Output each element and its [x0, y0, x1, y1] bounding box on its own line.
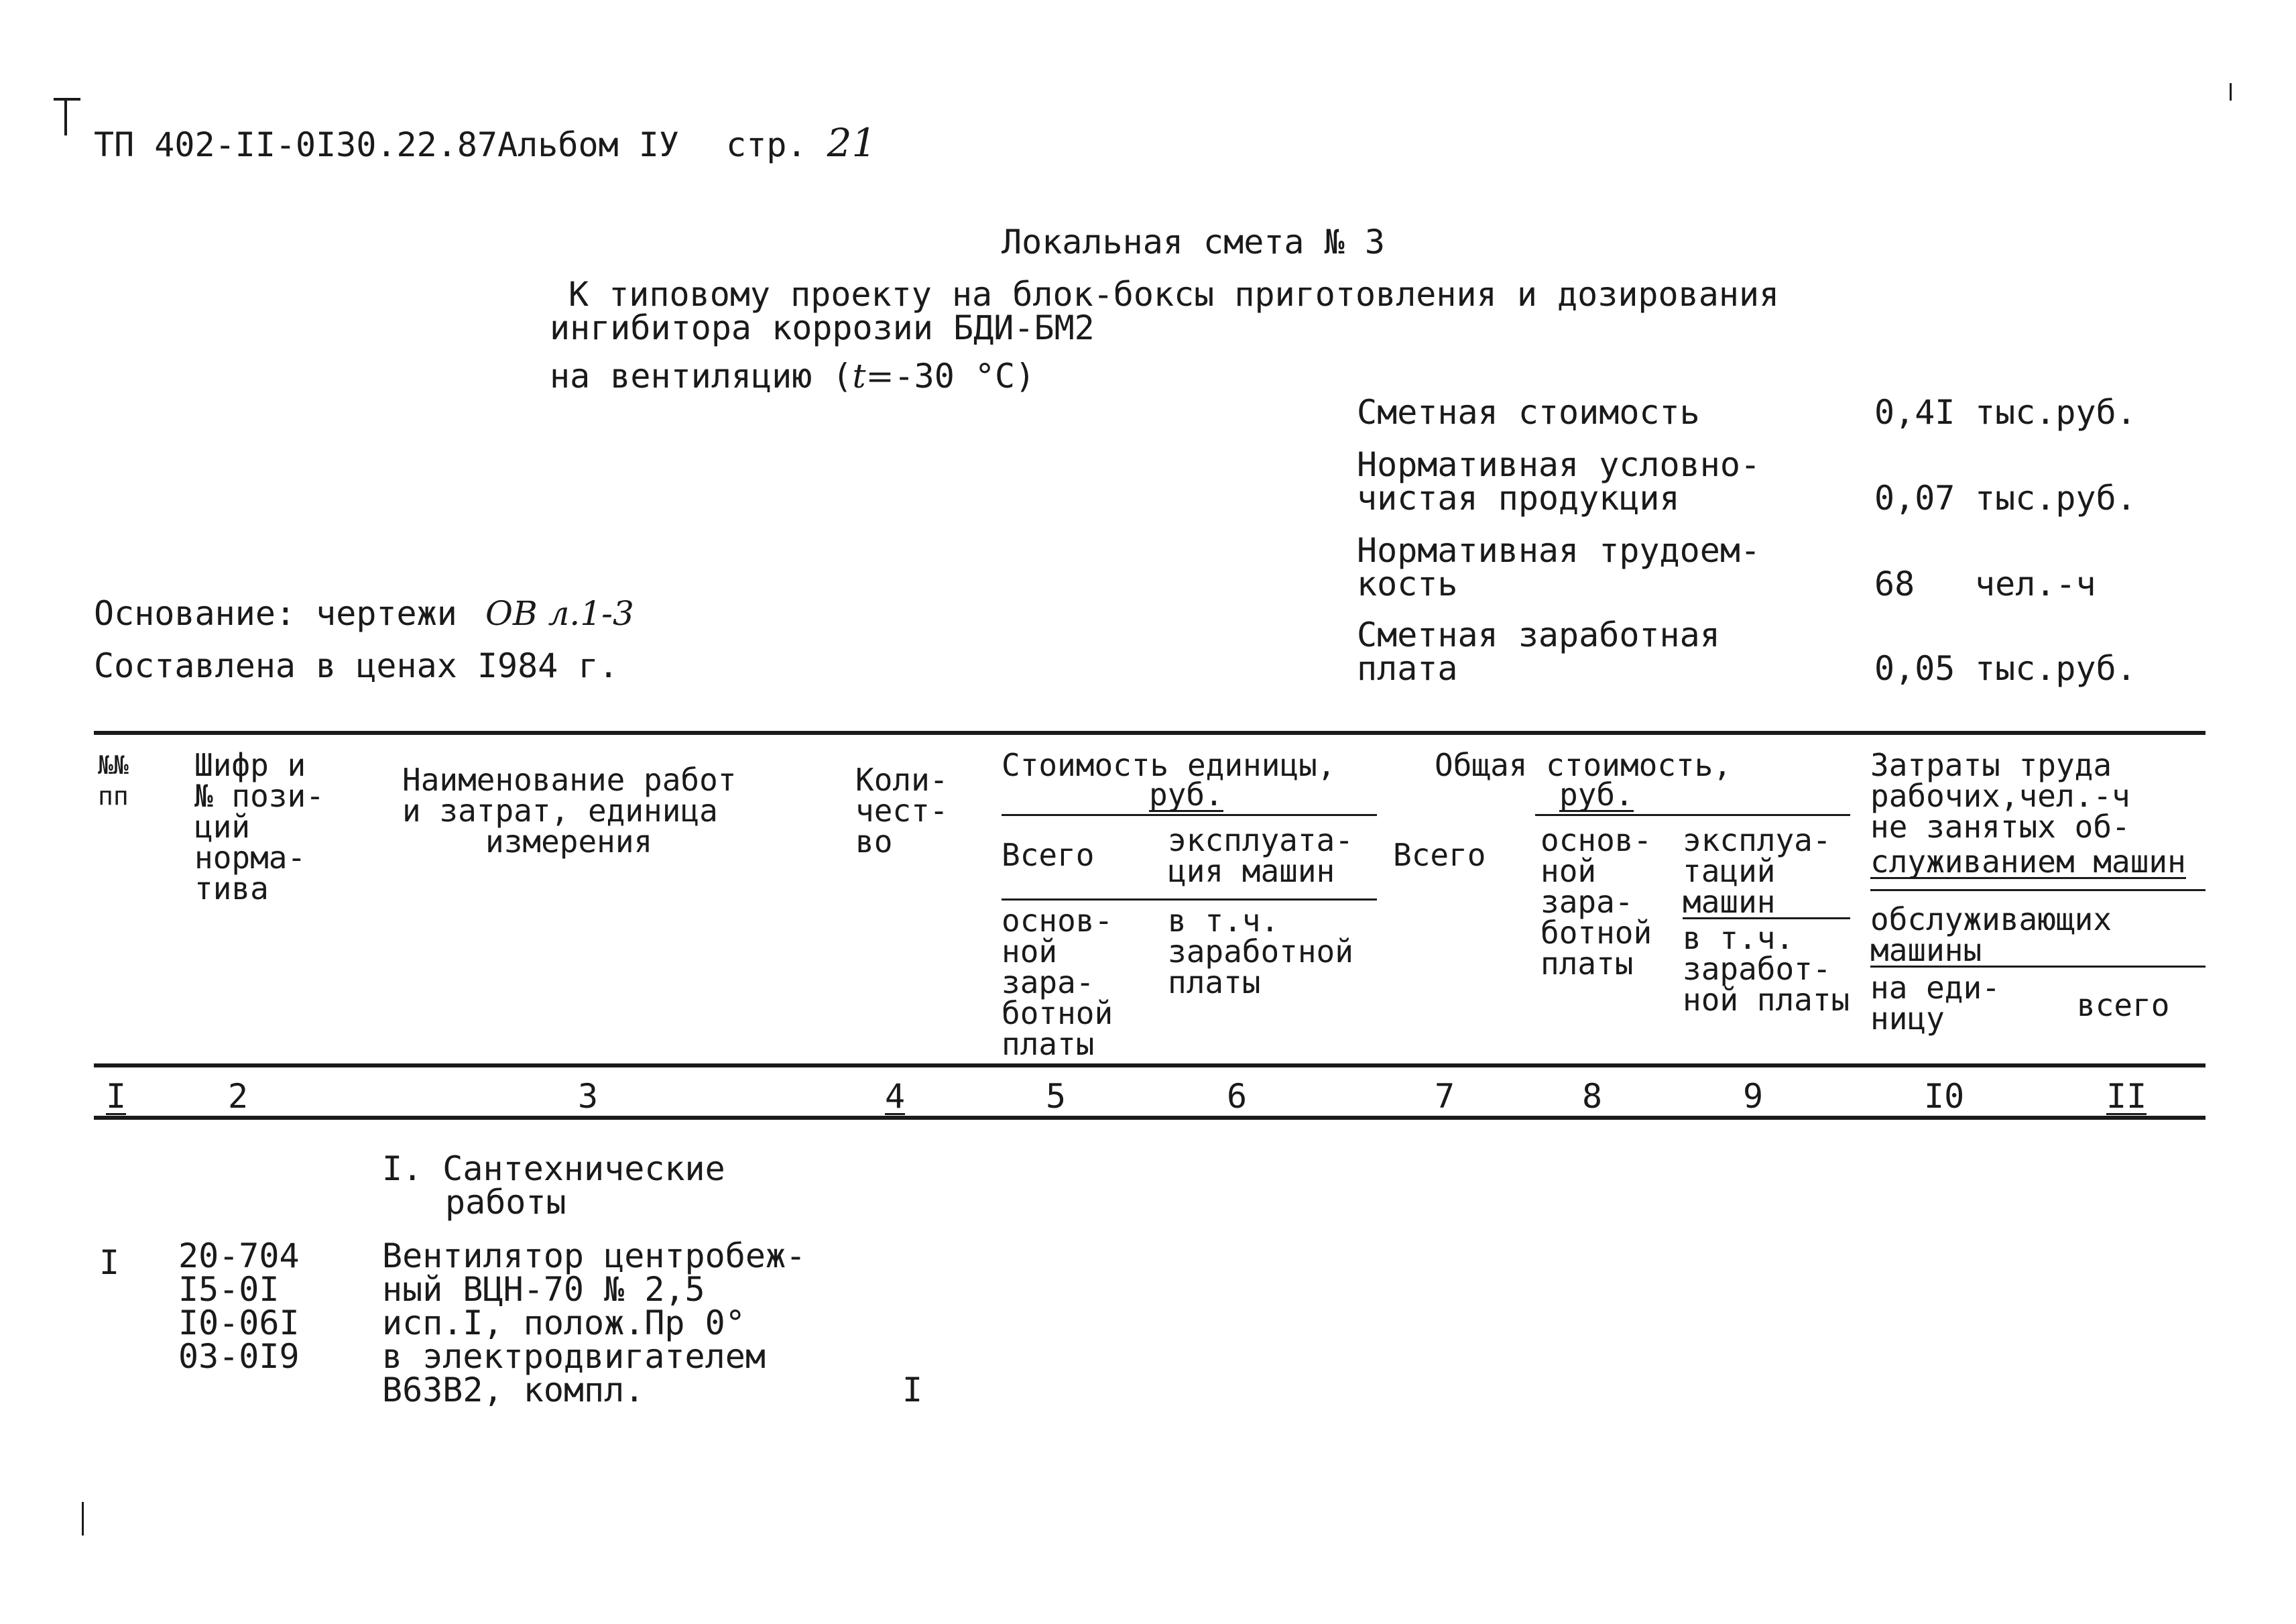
col-header-code: № пози- [194, 778, 324, 814]
corner-mark [64, 98, 67, 135]
row-name: В63В2, компл. [382, 1371, 645, 1409]
corner-mark [54, 98, 80, 101]
col-header-labor: не занятых об- [1870, 809, 2130, 845]
summary-value: 68 [1874, 565, 1915, 603]
col-header-per-unit: на еди- [1870, 970, 2000, 1006]
unit-cost-mid-rule [1002, 898, 1377, 901]
basis-line: Основание: чертежи ОВ л.1-3 [94, 594, 634, 633]
estimate-subtitle-2: ингибитора коррозии БДИ-БМ2 [550, 308, 1095, 347]
col-header-labor: служиванием машин [1870, 844, 2186, 880]
summary-value: 0,05 [1874, 649, 1955, 688]
col-header-total-main-wage: ботной [1540, 915, 1652, 951]
edge-mark [2230, 83, 2232, 101]
column-number: 3 [578, 1077, 599, 1116]
col-header-name: измерения [485, 823, 653, 860]
col-header-total-machines-wage: в т.ч. [1683, 920, 1795, 956]
summary-value: 0,4I [1874, 393, 1955, 432]
summary-label: кость [1357, 565, 1458, 603]
col-header-number: пп [98, 781, 129, 811]
column-number: 7 [1435, 1077, 1455, 1116]
section-title: I. Сантехнические [382, 1149, 725, 1188]
col-header-total-machines-wage: заработ- [1683, 951, 1831, 987]
document-code [94, 120, 877, 166]
col-header-number: №№ [98, 750, 129, 780]
col-header-machines: ция машин [1168, 853, 1335, 889]
estimate-title: Локальная смета № 3 [1002, 223, 1385, 262]
col-header-total: Всего [1002, 837, 1095, 873]
column-number: 2 [228, 1077, 249, 1116]
album-label: Альбом IУ [497, 125, 679, 164]
col-header-labor: рабочих,чел.-ч [1870, 778, 2130, 814]
prices-line: Составлена в ценах I984 г. [94, 646, 619, 685]
col-header-code: ций [194, 809, 251, 845]
col-header-code: норма- [194, 839, 306, 876]
col-header-total-main-wage: платы [1540, 945, 1634, 982]
row-code: I0-06I [178, 1303, 300, 1342]
col-header-total-main-wage: основ- [1540, 822, 1652, 858]
summary-unit: тыс.руб. [1975, 479, 2136, 518]
col-header-all: всего [2077, 987, 2170, 1023]
row-code: 03-0I9 [178, 1337, 300, 1376]
col-header-total-machines: эксплуа- [1683, 822, 1831, 858]
summary-label: чистая продукция [1357, 479, 1680, 518]
col-header-machines-wage: заработной [1168, 933, 1353, 970]
col-header-main-wage: ботной [1002, 995, 1113, 1031]
col-header-total-machines: машин [1683, 884, 1776, 920]
col-header-main-wage: зара- [1002, 964, 1095, 1000]
column-number: II [2106, 1077, 2147, 1116]
col-header-total-machines: таций [1683, 853, 1776, 889]
summary-label: Сметная стоимость [1357, 393, 1700, 432]
row-code: 20-704 [178, 1236, 300, 1275]
column-number: 4 [885, 1077, 906, 1116]
col-header-total-main-wage: ной [1540, 853, 1597, 889]
col-header-main-wage: основ- [1002, 903, 1113, 939]
col-header-machines: эксплуата- [1168, 822, 1353, 858]
summary-label: Нормативная трудоем- [1357, 531, 1761, 570]
column-number: 8 [1582, 1077, 1603, 1116]
summary-unit: тыс.руб. [1975, 393, 2136, 432]
col-header-name: Наименование работ [402, 762, 737, 798]
labor-mid-rule [1870, 889, 2206, 891]
col-header-per-unit: ницу [1870, 1000, 1945, 1037]
col-header-unit-cost: Стоимость единицы, [1002, 747, 1336, 783]
summary-unit: тыс.руб. [1975, 649, 2136, 688]
edge-mark [82, 1502, 84, 1535]
summary-value: 0,07 [1874, 479, 1955, 518]
table-top-rule [94, 731, 2206, 735]
drawing-reference: ОВ л.1-3 [485, 594, 634, 633]
col-header-quantity: во [855, 823, 893, 860]
col-header-main-wage: платы [1002, 1026, 1095, 1062]
page-number: 21 [827, 120, 877, 166]
summary-label: Сметная заработная [1357, 616, 1720, 654]
column-number: 5 [1046, 1077, 1067, 1116]
col-header-code: тива [194, 870, 269, 907]
col-header-total-main-wage: зара- [1540, 884, 1634, 920]
numbers-bottom-rule [94, 1116, 2206, 1120]
col-header-name: и затрат, единица [402, 793, 718, 829]
project-code: ТП 402-II-0I30.22.87 [94, 125, 498, 164]
unit-cost-rule [1002, 814, 1377, 816]
col-header-code: Шифр и [194, 747, 306, 783]
row-code: I5-0I [178, 1270, 280, 1309]
col-header-quantity: Коли- [855, 762, 949, 798]
col-header-labor: Затраты труда [1870, 747, 2112, 783]
col-header-total-cost: Общая стоимость, [1435, 747, 1732, 783]
estimate-subtitle: К типовому проекту на блок-боксы приготовления и дозирования [568, 275, 1780, 314]
summary-label: плата [1357, 649, 1458, 688]
col-header-machines-wage: платы [1168, 964, 1261, 1000]
total-cost-rule [1535, 814, 1850, 816]
col-header-labor-serving: машины [1870, 932, 1982, 968]
row-name: Вентилятор центробеж- [382, 1236, 806, 1275]
column-number: 6 [1227, 1077, 1248, 1116]
col-header-quantity: чест- [855, 793, 949, 829]
summary-unit: чел.-ч [1975, 565, 2096, 603]
row-number: I [99, 1243, 120, 1282]
header-bottom-rule [94, 1063, 2206, 1067]
col-header-total-cost-unit: руб. [1559, 776, 1634, 813]
row-name: ный ВЦН-70 № 2,5 [382, 1270, 705, 1309]
summary-label: Нормативная условно- [1357, 445, 1761, 484]
col-header-total-all: Всего [1393, 837, 1486, 873]
column-number: 9 [1743, 1077, 1764, 1116]
page-label: стр. [726, 125, 807, 164]
col-header-unit-cost-unit: руб. [1149, 776, 1223, 813]
estimate-subject: на вентиляцию (t=-30 °С) [550, 357, 1036, 396]
col-header-labor-serving: обслуживающих [1870, 901, 2112, 937]
row-name: исп.I, полож.Пр 0° [382, 1303, 745, 1342]
row-name: в электродвигателем [382, 1337, 766, 1376]
col-header-main-wage: ной [1002, 933, 1058, 970]
row-quantity: I [902, 1371, 923, 1409]
column-number: I [106, 1077, 127, 1116]
column-number: I0 [1924, 1077, 1965, 1116]
col-header-machines-wage: в т.ч. [1168, 903, 1280, 939]
col-header-total-machines-wage: ной платы [1683, 982, 1850, 1018]
section-title-2: работы [445, 1183, 566, 1222]
